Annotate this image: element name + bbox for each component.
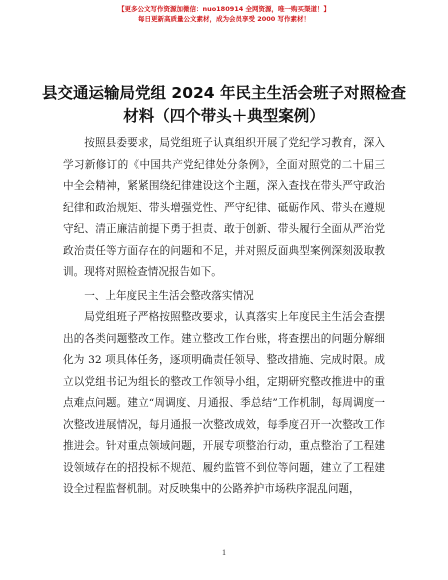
promo-banner-line-2: 每日更新高质量公文素材，成为会员享受 2000 写作素材！ [137, 15, 311, 23]
document-title: 县交通运输局党组 2024 年民主生活会班子对照检查材料（四个带头＋典型案例） [42, 84, 406, 125]
intro-paragraph: 按照县委要求，局党组班子认真组织开展了党纪学习教育，深入学习新修订的《中国共产党纪律处分条例》，全面对照党的二十届三中全会精神，紧紧围绕纪律建设这个主题，深入查找在带头严守政治纪律和政治规矩、带头增强党性、严守纪律、砥砺作风、带头在遵规守纪、清正廉洁前提下勇于担责、敢于创新、带头履行全面从严治党政治责任等方面存在的问题和不足，并对照反面典型案例深刻汲取教训。现将对照检查情况报告如下。 [63, 137, 385, 278]
section-heading: 一、上年度民主生活会整改落实情况 [84, 289, 254, 302]
promo-banner [0, 4, 448, 24]
body-paragraph: 局党组班子严格按照整改要求，认真落实上年度民主生活会查摆出的各类问题整改工作。建立整改工作台账，将查摆出的问题分解细化为 32 项具体任务，逐项明确责任领导、整改措施、完成时限。成立以党组书记为组长的整改工作领导小组，定期研究整改推进中的重点难点问题。建立“周调度、月通报、季总结”工作机制，每周调度一次整改进展情况，每月通报一次整改成效，每季度召开一次整改工作推进会。针对重点领域问题，开展专项整治行动，重点整治了工程建设领域存在的招投标不规范、履约监管不到位等问题，建立了工程建设全过程监督机制。对反映集中的公路养护市场秩序混乱问题， [63, 311, 385, 495]
promo-banner-line-1: 【更多公文写作资源加微信：nuo180914 全网资源，唯一购买渠道！】 [117, 5, 331, 13]
document-body [63, 133, 385, 501]
page-number: 1 [222, 548, 226, 557]
